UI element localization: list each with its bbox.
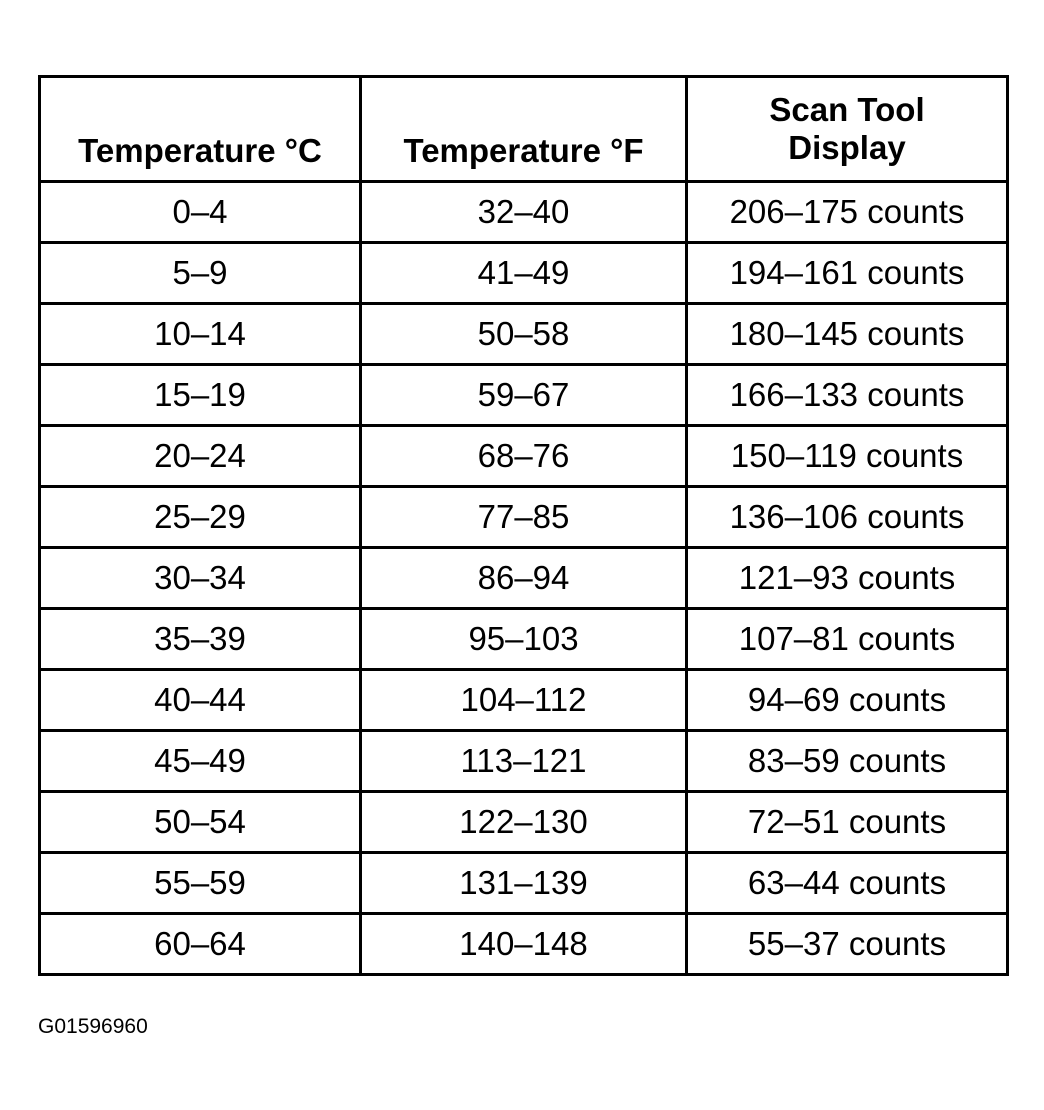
table-body [40,182,1008,975]
cell-scan-tool-display: 166–133 counts [687,365,1008,426]
cell-scan-tool-display: 107–81 counts [687,609,1008,670]
cell-celsius: 0–4 [40,182,361,243]
cell-scan-tool-display: 83–59 counts [687,731,1008,792]
table-row [40,609,1008,670]
cell-celsius: 45–49 [40,731,361,792]
cell-scan-tool-display: 63–44 counts [687,853,1008,914]
cell-celsius: 40–44 [40,670,361,731]
cell-fahrenheit: 131–139 [361,853,687,914]
header-row [40,77,1008,182]
cell-fahrenheit: 86–94 [361,548,687,609]
cell-scan-tool-display: 194–161 counts [687,243,1008,304]
cell-fahrenheit: 50–58 [361,304,687,365]
cell-fahrenheit: 41–49 [361,243,687,304]
cell-celsius: 30–34 [40,548,361,609]
cell-scan-tool-display: 94–69 counts [687,670,1008,731]
cell-celsius: 35–39 [40,609,361,670]
cell-fahrenheit: 95–103 [361,609,687,670]
cell-celsius: 20–24 [40,426,361,487]
cell-fahrenheit: 122–130 [361,792,687,853]
cell-fahrenheit: 77–85 [361,487,687,548]
cell-celsius: 5–9 [40,243,361,304]
cell-celsius: 25–29 [40,487,361,548]
header-scan-line-1: Scan Tool [769,91,925,128]
cell-scan-tool-display: 136–106 counts [687,487,1008,548]
header-fahrenheit: Temperature °F [361,77,687,182]
table-row [40,792,1008,853]
cell-celsius: 60–64 [40,914,361,975]
table-row [40,304,1008,365]
cell-scan-tool-display: 72–51 counts [687,792,1008,853]
header-celsius: Temperature °C [40,77,361,182]
cell-scan-tool-display: 206–175 counts [687,182,1008,243]
cell-celsius: 10–14 [40,304,361,365]
temperature-table [38,75,1009,976]
cell-scan-tool-display: 150–119 counts [687,426,1008,487]
cell-scan-tool-display: 55–37 counts [687,914,1008,975]
cell-fahrenheit: 113–121 [361,731,687,792]
table-row [40,914,1008,975]
table-row [40,365,1008,426]
figure-id: G01596960 [38,1015,148,1038]
cell-celsius: 50–54 [40,792,361,853]
table-row [40,243,1008,304]
cell-fahrenheit: 32–40 [361,182,687,243]
cell-scan-tool-display: 180–145 counts [687,304,1008,365]
header-scan-line-2: Display [788,129,906,166]
table-row [40,670,1008,731]
cell-fahrenheit: 140–148 [361,914,687,975]
header-scan-tool-display [687,77,1008,182]
cell-fahrenheit: 59–67 [361,365,687,426]
table-row [40,487,1008,548]
table-row [40,853,1008,914]
table-header [40,77,1008,182]
cell-scan-tool-display: 121–93 counts [687,548,1008,609]
table-row [40,548,1008,609]
table-row [40,731,1008,792]
cell-fahrenheit: 104–112 [361,670,687,731]
table-row [40,426,1008,487]
cell-celsius: 55–59 [40,853,361,914]
cell-fahrenheit: 68–76 [361,426,687,487]
table-row [40,182,1008,243]
cell-celsius: 15–19 [40,365,361,426]
